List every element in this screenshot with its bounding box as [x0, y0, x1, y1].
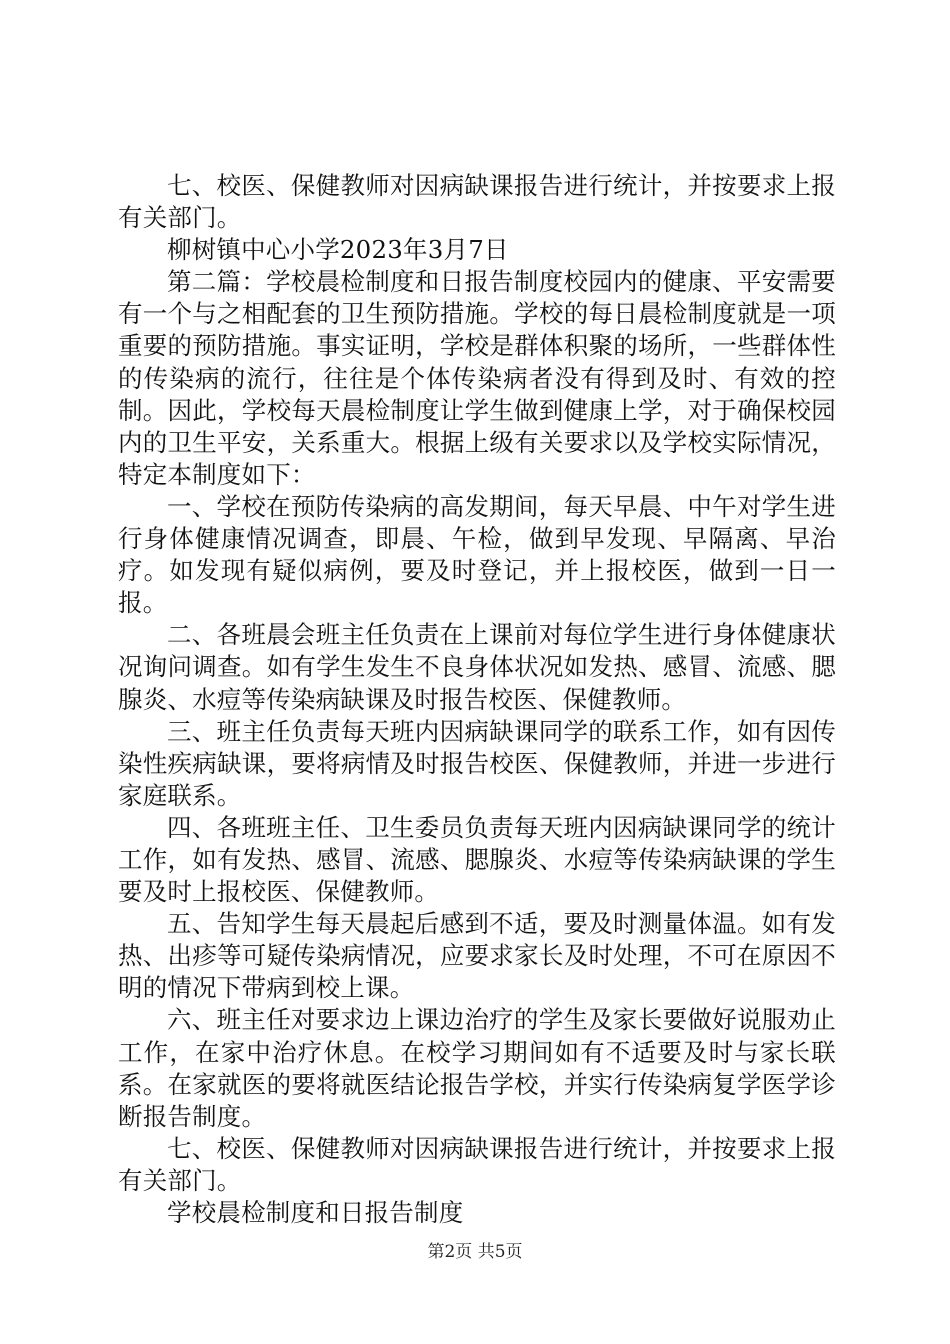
- paragraph-rule-six: 六、班主任对要求边上课边治疗的学生及家长要做好说服劝止工作，在家中治疗休息。在校学习期间如有不适要及时与家长联系。在家就医的要将就医结论报告学校，并实行传染病复学医学诊断报告制度。: [118, 1005, 836, 1131]
- paragraph-rule-two: 二、各班晨会班主任负责在上课前对每位学生进行身体健康状况询问调查。如有学生发生不良身体状况如发热、感冒、流感、腮腺炎、水痘等传染病缺课及时报告校医、保健教师。: [118, 620, 836, 714]
- paragraph-second-chapter-intro: 第二篇：学校晨检制度和日报告制度校园内的健康、平安需要有一个与之相配套的卫生预防措施。学校的每日晨检制度就是一项重要的预防措施。事实证明，学校是群体积聚的场所，一些群体性的传染病的流行，往往是个体传染病者没有得到及时、有效的控制。因此，学校每天晨检制度让学生做到健康上学，对于确保校园内的卫生平安，关系重大。根据上级有关要求以及学校实际情况，特定本制度如下：: [118, 267, 836, 489]
- document-body: [118, 170, 836, 1229]
- paragraph-rule-three: 三、班主任负责每天班内因病缺课同学的联系工作，如有因传染性疾病缺课，要将病情及时报告校医、保健教师，并进一步进行家庭联系。: [118, 716, 836, 810]
- paragraph-rule-seven: 七、校医、保健教师对因病缺课报告进行统计，并按要求上报有关部门。: [118, 1133, 836, 1195]
- paragraph-rule-five: 五、告知学生每天晨起后感到不适，要及时测量体温。如有发热、出疹等可疑传染病情况，应要求家长及时处理，不可在原因不明的情况下带病到校上课。: [118, 909, 836, 1003]
- paragraph-closing-title: 学校晨检制度和日报告制度: [167, 1198, 464, 1227]
- page-number-footer: 第2页 共5页: [427, 1242, 523, 1262]
- paragraph-report-statistics: 七、校医、保健教师对因病缺课报告进行统计，并按要求上报有关部门。: [118, 171, 836, 233]
- paragraph-rule-four: 四、各班班主任、卫生委员负责每天班内因病缺课同学的统计工作，如有发热、感冒、流感、腮腺炎、水痘等传染病缺课的学生要及时上报校医、保健教师。: [118, 812, 836, 907]
- paragraph-rule-one: 一、学校在预防传染病的高发期间，每天早晨、中午对学生进行身体健康情况调查，即晨、午检，做到早发现、早隔离、早治疗。如发现有疑似病例，要及时登记，并上报校医，做到一日一报。: [118, 491, 836, 618]
- paragraph-school-date: 柳树镇中心小学2023年3月7日: [167, 235, 509, 265]
